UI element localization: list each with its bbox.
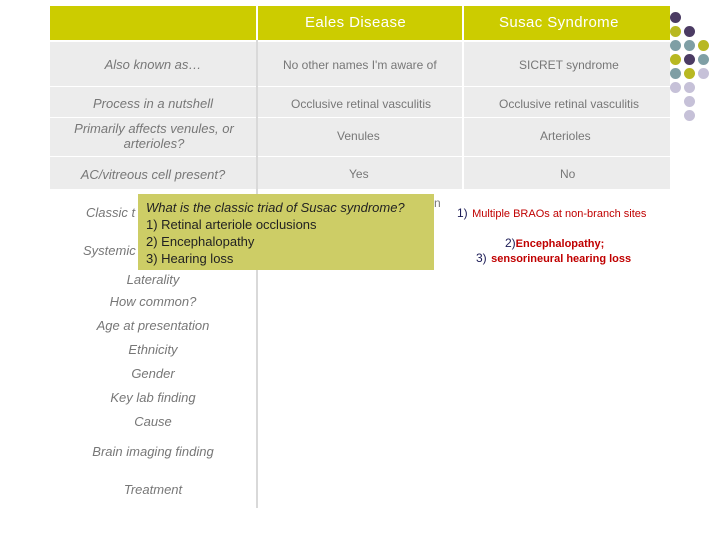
question-item-1: 1) Retinal arteriole occlusions <box>146 217 317 232</box>
decor-dot <box>670 26 681 37</box>
row-label-treatment: Treatment <box>123 482 183 497</box>
decor-dot <box>670 82 681 93</box>
decor-dot <box>684 54 695 65</box>
decor-dot <box>684 26 695 37</box>
row-label-cells: AC/vitreous cell present? <box>80 167 226 182</box>
decor-dot <box>670 12 681 23</box>
decor-dot <box>698 54 709 65</box>
answer-line-3 <box>476 249 631 267</box>
decor-dot <box>684 82 695 93</box>
decor-dot <box>684 40 695 51</box>
decor-dot <box>698 40 709 51</box>
row-label-laterality: Laterality <box>126 272 180 287</box>
cell-susac-cells: No <box>560 167 576 181</box>
row-label-ethnicity: Ethnicity <box>128 342 178 357</box>
decor-dot <box>670 40 681 51</box>
column-divider <box>462 40 464 190</box>
answer-text-3: sensorineural hearing loss <box>491 253 632 265</box>
cell-susac-affects: Arterioles <box>540 129 591 143</box>
row-label-classic-triad: Classic t <box>86 205 136 220</box>
row-label-process: Process in a nutshell <box>93 96 213 111</box>
answer-text-2: Encephalopathy; <box>515 238 605 250</box>
cell-eales-cells: Yes <box>349 167 369 181</box>
decor-dot <box>670 68 681 79</box>
column-divider <box>256 40 258 508</box>
row-label-aka: Also known as… <box>104 57 202 72</box>
row-label-brain-imaging: Brain imaging finding <box>92 444 214 459</box>
row-label-age: Age at presentation <box>96 318 210 333</box>
row-label-affects: Primarily affects venules, or arterioles? <box>74 121 234 151</box>
answer-number-1: 1) <box>457 206 468 220</box>
answer-number-3: 3) <box>476 251 487 265</box>
row-label-lab: Key lab finding <box>110 390 196 405</box>
answer-text-1: Multiple BRAOs at non-branch sites <box>472 208 647 220</box>
column-header-eales: Eales Disease <box>305 14 407 31</box>
cell-eales-aka: No other names I'm aware of <box>283 58 437 72</box>
row-label-cause: Cause <box>134 414 172 429</box>
decor-dot <box>684 96 695 107</box>
decor-dot <box>684 68 695 79</box>
row-label-systemic: Systemic <box>83 243 136 258</box>
header-divider <box>462 6 464 40</box>
cell-eales-affects: Venules <box>337 129 380 143</box>
row-label-how-common: How common? <box>109 294 197 309</box>
cell-susac-process: Occlusive retinal vasculitis <box>499 97 640 111</box>
column-header-susac: Susac Syndrome <box>499 14 619 31</box>
decor-dot <box>698 68 709 79</box>
answer-line-1 <box>457 204 646 222</box>
cell-eales-process: Occlusive retinal vasculitis <box>291 97 432 111</box>
question-item-2: 2) Encephalopathy <box>146 234 255 249</box>
answer-number-2: 2) <box>505 236 516 250</box>
row-label-gender: Gender <box>131 366 175 381</box>
hidden-text-fragment: n <box>434 196 441 210</box>
header-divider <box>256 6 258 40</box>
question-item-3: 3) Hearing loss <box>146 251 234 266</box>
decor-dot <box>670 54 681 65</box>
cell-susac-aka: SICRET syndrome <box>519 58 619 72</box>
question-title: What is the classic triad of Susac syndrome? <box>146 200 405 215</box>
decor-dot <box>684 110 695 121</box>
